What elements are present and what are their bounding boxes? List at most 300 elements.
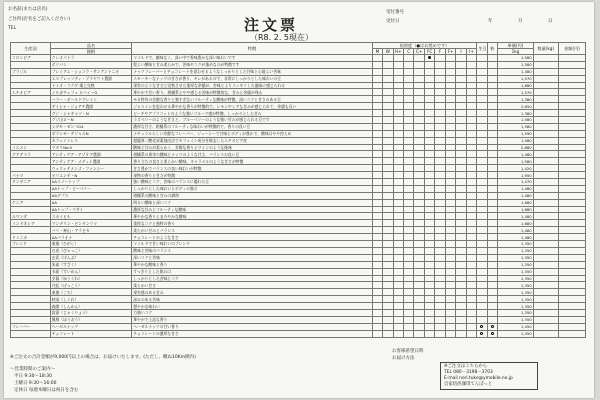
- amount-field[interactable]: [558, 220, 585, 227]
- beans-option-cell[interactable]: [477, 268, 487, 275]
- roast-mark-cell[interactable]: [456, 165, 466, 172]
- roast-mark-cell[interactable]: [466, 165, 477, 172]
- roast-mark-cell[interactable]: [414, 268, 424, 275]
- roast-mark-cell[interactable]: [424, 199, 434, 206]
- roast-mark-cell[interactable]: [393, 268, 403, 275]
- roast-mark-cell[interactable]: [404, 227, 414, 234]
- roast-mark-cell[interactable]: [466, 179, 477, 186]
- roast-mark-cell[interactable]: [456, 289, 466, 296]
- roast-mark-cell[interactable]: [383, 68, 393, 75]
- quantity-field[interactable]: [533, 296, 558, 303]
- roast-mark-cell[interactable]: [435, 220, 445, 227]
- roast-mark-cell[interactable]: [456, 261, 466, 268]
- roast-mark-cell[interactable]: [466, 68, 477, 75]
- roast-mark-cell[interactable]: [466, 151, 477, 158]
- roast-mark-cell[interactable]: [435, 158, 445, 165]
- roast-mark-cell[interactable]: [383, 185, 393, 192]
- quantity-field[interactable]: [533, 117, 558, 124]
- roast-mark-cell[interactable]: [404, 123, 414, 130]
- roast-mark-cell[interactable]: [445, 96, 455, 103]
- roast-mark-cell[interactable]: [445, 227, 455, 234]
- roast-mark-cell[interactable]: [414, 179, 424, 186]
- roast-mark-cell[interactable]: [404, 275, 414, 282]
- roast-mark-cell[interactable]: [445, 268, 455, 275]
- roast-mark-cell[interactable]: [372, 55, 382, 62]
- roast-mark-cell[interactable]: [456, 185, 466, 192]
- roast-mark-cell[interactable]: [404, 213, 414, 220]
- beans-option-cell[interactable]: [477, 206, 487, 213]
- roast-mark-cell[interactable]: [404, 192, 414, 199]
- roast-mark-cell[interactable]: [466, 123, 477, 130]
- roast-mark-cell[interactable]: [393, 68, 403, 75]
- roast-mark-cell[interactable]: [466, 117, 477, 124]
- ground-option-cell[interactable]: [487, 220, 497, 227]
- amount-field[interactable]: [558, 234, 585, 241]
- roast-mark-cell[interactable]: [445, 323, 455, 330]
- roast-mark-cell[interactable]: [393, 316, 403, 323]
- roast-mark-cell[interactable]: [404, 96, 414, 103]
- roast-mark-cell[interactable]: [445, 82, 455, 89]
- ground-option-cell[interactable]: [487, 117, 497, 124]
- roast-mark-cell[interactable]: [445, 61, 455, 68]
- roast-mark-cell[interactable]: [414, 241, 424, 248]
- roast-mark-cell[interactable]: [404, 185, 414, 192]
- roast-mark-cell[interactable]: [466, 55, 477, 62]
- amount-field[interactable]: [558, 137, 585, 144]
- beans-option-cell[interactable]: [477, 316, 487, 323]
- quantity-field[interactable]: [533, 206, 558, 213]
- roast-mark-cell[interactable]: [414, 227, 424, 234]
- roast-mark-cell[interactable]: [414, 199, 424, 206]
- roast-mark-cell[interactable]: [424, 330, 434, 337]
- roast-mark-cell[interactable]: [445, 303, 455, 310]
- roast-mark-cell[interactable]: [372, 309, 382, 316]
- roast-mark-cell[interactable]: [445, 68, 455, 75]
- roast-mark-cell[interactable]: [372, 130, 382, 137]
- roast-mark-cell[interactable]: [383, 130, 393, 137]
- quantity-field[interactable]: [533, 68, 558, 75]
- roast-mark-cell[interactable]: [372, 268, 382, 275]
- beans-option-cell[interactable]: [477, 89, 487, 96]
- roast-mark-cell[interactable]: [456, 309, 466, 316]
- roast-mark-cell[interactable]: [404, 289, 414, 296]
- beans-option-cell[interactable]: [477, 234, 487, 241]
- roast-mark-cell[interactable]: [383, 151, 393, 158]
- roast-mark-cell[interactable]: [456, 117, 466, 124]
- roast-mark-cell[interactable]: [466, 309, 477, 316]
- beans-option-cell[interactable]: [477, 213, 487, 220]
- roast-mark-cell[interactable]: [383, 61, 393, 68]
- roast-mark-cell[interactable]: [466, 234, 477, 241]
- roast-mark-cell[interactable]: [456, 303, 466, 310]
- quantity-field[interactable]: [533, 227, 558, 234]
- roast-mark-cell[interactable]: [414, 68, 424, 75]
- roast-mark-cell[interactable]: [445, 151, 455, 158]
- roast-mark-cell[interactable]: [466, 137, 477, 144]
- roast-mark-cell[interactable]: [372, 89, 382, 96]
- roast-mark-cell[interactable]: [414, 117, 424, 124]
- roast-mark-cell[interactable]: [393, 82, 403, 89]
- roast-mark-cell[interactable]: [456, 82, 466, 89]
- ground-option-cell[interactable]: [487, 151, 497, 158]
- amount-field[interactable]: [558, 165, 585, 172]
- roast-mark-cell[interactable]: [435, 199, 445, 206]
- roast-mark-cell[interactable]: [466, 323, 477, 330]
- beans-option-cell[interactable]: [477, 172, 487, 179]
- amount-field[interactable]: [558, 323, 585, 330]
- roast-mark-cell[interactable]: [435, 316, 445, 323]
- roast-mark-cell[interactable]: [466, 172, 477, 179]
- quantity-field[interactable]: [533, 282, 558, 289]
- beans-option-cell[interactable]: [477, 185, 487, 192]
- beans-option-cell[interactable]: [477, 55, 487, 62]
- roast-mark-cell[interactable]: [456, 137, 466, 144]
- ground-option-cell[interactable]: [487, 185, 497, 192]
- quantity-field[interactable]: [533, 110, 558, 117]
- roast-mark-cell[interactable]: [445, 185, 455, 192]
- roast-mark-cell[interactable]: [393, 296, 403, 303]
- roast-mark-cell[interactable]: [383, 234, 393, 241]
- quantity-field[interactable]: [533, 185, 558, 192]
- amount-field[interactable]: [558, 96, 585, 103]
- roast-mark-cell[interactable]: [424, 75, 434, 82]
- roast-mark-cell[interactable]: [424, 137, 434, 144]
- roast-mark-cell[interactable]: [414, 96, 424, 103]
- quantity-field[interactable]: [533, 123, 558, 130]
- roast-mark-cell[interactable]: [424, 241, 434, 248]
- roast-mark-cell[interactable]: [372, 323, 382, 330]
- ground-option-cell[interactable]: [487, 309, 497, 316]
- roast-mark-cell[interactable]: [424, 151, 434, 158]
- roast-mark-cell[interactable]: [424, 254, 434, 261]
- roast-mark-cell[interactable]: [435, 89, 445, 96]
- quantity-field[interactable]: [533, 234, 558, 241]
- roast-mark-cell[interactable]: [435, 110, 445, 117]
- roast-mark-cell[interactable]: [372, 275, 382, 282]
- roast-mark-cell[interactable]: [404, 296, 414, 303]
- roast-mark-cell[interactable]: [372, 227, 382, 234]
- roast-mark-cell[interactable]: [445, 144, 455, 151]
- roast-mark-cell[interactable]: [393, 213, 403, 220]
- roast-mark-cell[interactable]: [466, 96, 477, 103]
- quantity-field[interactable]: [533, 192, 558, 199]
- roast-mark-cell[interactable]: [435, 144, 445, 151]
- roast-mark-cell[interactable]: [435, 96, 445, 103]
- ground-option-cell[interactable]: [487, 179, 497, 186]
- roast-mark-cell[interactable]: [404, 234, 414, 241]
- roast-mark-cell[interactable]: [435, 185, 445, 192]
- roast-mark-cell[interactable]: [445, 55, 455, 62]
- roast-mark-cell[interactable]: [435, 330, 445, 337]
- roast-mark-cell[interactable]: [414, 309, 424, 316]
- roast-mark-cell[interactable]: [466, 103, 477, 110]
- amount-field[interactable]: [558, 75, 585, 82]
- roast-mark-cell[interactable]: [456, 206, 466, 213]
- roast-mark-cell[interactable]: [466, 275, 477, 282]
- roast-mark-cell[interactable]: [466, 199, 477, 206]
- roast-mark-cell[interactable]: [466, 289, 477, 296]
- roast-mark-cell[interactable]: [404, 303, 414, 310]
- roast-mark-cell[interactable]: [414, 275, 424, 282]
- roast-mark-cell[interactable]: [424, 206, 434, 213]
- roast-mark-cell[interactable]: [445, 165, 455, 172]
- roast-mark-cell[interactable]: [414, 296, 424, 303]
- quantity-field[interactable]: [533, 323, 558, 330]
- quantity-field[interactable]: [533, 247, 558, 254]
- roast-mark-cell[interactable]: [383, 323, 393, 330]
- roast-mark-cell[interactable]: [435, 61, 445, 68]
- amount-field[interactable]: [558, 117, 585, 124]
- amount-field[interactable]: [558, 144, 585, 151]
- roast-mark-cell[interactable]: [393, 110, 403, 117]
- quantity-field[interactable]: [533, 89, 558, 96]
- roast-mark-cell[interactable]: [456, 199, 466, 206]
- roast-mark-cell[interactable]: [456, 282, 466, 289]
- quantity-field[interactable]: [533, 213, 558, 220]
- roast-mark-cell[interactable]: [383, 220, 393, 227]
- roast-mark-cell[interactable]: [372, 61, 382, 68]
- roast-mark-cell[interactable]: [372, 289, 382, 296]
- amount-field[interactable]: [558, 55, 585, 62]
- roast-mark-cell[interactable]: [393, 55, 403, 62]
- roast-mark-cell[interactable]: [372, 220, 382, 227]
- roast-mark-cell[interactable]: [414, 75, 424, 82]
- roast-mark-cell[interactable]: [435, 227, 445, 234]
- roast-mark-cell[interactable]: [393, 117, 403, 124]
- roast-mark-cell[interactable]: [393, 103, 403, 110]
- amount-field[interactable]: [558, 254, 585, 261]
- roast-mark-cell[interactable]: [445, 130, 455, 137]
- roast-mark-cell[interactable]: [383, 206, 393, 213]
- roast-mark-cell[interactable]: [372, 179, 382, 186]
- ground-option-cell[interactable]: [487, 234, 497, 241]
- roast-mark-cell[interactable]: [372, 185, 382, 192]
- beans-option-cell[interactable]: [477, 110, 487, 117]
- roast-mark-cell[interactable]: [445, 275, 455, 282]
- ground-option-cell[interactable]: [487, 55, 497, 62]
- roast-mark-cell[interactable]: [435, 282, 445, 289]
- roast-mark-cell[interactable]: [466, 185, 477, 192]
- ground-option-cell[interactable]: [487, 254, 497, 261]
- ground-option-cell[interactable]: [487, 61, 497, 68]
- quantity-field[interactable]: [533, 151, 558, 158]
- roast-mark-cell[interactable]: [393, 234, 403, 241]
- roast-mark-cell[interactable]: [445, 289, 455, 296]
- roast-mark-cell[interactable]: [456, 103, 466, 110]
- roast-mark-cell[interactable]: [414, 316, 424, 323]
- roast-mark-cell[interactable]: [404, 165, 414, 172]
- roast-mark-cell[interactable]: [445, 75, 455, 82]
- roast-mark-cell[interactable]: [435, 309, 445, 316]
- roast-mark-cell[interactable]: [393, 227, 403, 234]
- roast-mark-cell[interactable]: [435, 68, 445, 75]
- roast-mark-cell[interactable]: [383, 241, 393, 248]
- roast-mark-cell[interactable]: [435, 179, 445, 186]
- amount-field[interactable]: [558, 330, 585, 337]
- quantity-field[interactable]: [533, 96, 558, 103]
- roast-mark-cell[interactable]: [424, 89, 434, 96]
- beans-option-cell[interactable]: [477, 220, 487, 227]
- roast-mark-cell[interactable]: [393, 303, 403, 310]
- amount-field[interactable]: [558, 268, 585, 275]
- roast-mark-cell[interactable]: [456, 96, 466, 103]
- roast-mark-cell[interactable]: [404, 158, 414, 165]
- roast-mark-cell[interactable]: [372, 96, 382, 103]
- quantity-field[interactable]: [533, 55, 558, 62]
- roast-mark-cell[interactable]: [456, 220, 466, 227]
- roast-mark-cell[interactable]: [383, 82, 393, 89]
- roast-mark-cell[interactable]: [456, 316, 466, 323]
- roast-mark-cell[interactable]: [456, 275, 466, 282]
- roast-mark-cell[interactable]: [466, 220, 477, 227]
- roast-mark-cell[interactable]: [393, 192, 403, 199]
- roast-mark-cell[interactable]: [424, 55, 434, 62]
- roast-mark-cell[interactable]: [445, 234, 455, 241]
- roast-mark-cell[interactable]: [393, 254, 403, 261]
- roast-mark-cell[interactable]: [404, 117, 414, 124]
- roast-mark-cell[interactable]: [372, 316, 382, 323]
- quantity-field[interactable]: [533, 220, 558, 227]
- roast-mark-cell[interactable]: [424, 179, 434, 186]
- roast-mark-cell[interactable]: [414, 151, 424, 158]
- roast-mark-cell[interactable]: [424, 275, 434, 282]
- roast-mark-cell[interactable]: [466, 192, 477, 199]
- beans-option-cell[interactable]: [477, 309, 487, 316]
- amount-field[interactable]: [558, 309, 585, 316]
- roast-mark-cell[interactable]: [445, 254, 455, 261]
- roast-mark-cell[interactable]: [404, 323, 414, 330]
- ground-option-cell[interactable]: [487, 268, 497, 275]
- roast-mark-cell[interactable]: [393, 282, 403, 289]
- amount-field[interactable]: [558, 213, 585, 220]
- beans-option-cell[interactable]: [477, 96, 487, 103]
- roast-mark-cell[interactable]: [404, 316, 414, 323]
- roast-mark-cell[interactable]: [424, 103, 434, 110]
- beans-option-cell[interactable]: [477, 247, 487, 254]
- roast-mark-cell[interactable]: [383, 296, 393, 303]
- amount-field[interactable]: [558, 185, 585, 192]
- roast-mark-cell[interactable]: [383, 172, 393, 179]
- ground-option-cell[interactable]: [487, 172, 497, 179]
- roast-mark-cell[interactable]: [404, 179, 414, 186]
- roast-mark-cell[interactable]: [435, 151, 445, 158]
- beans-option-cell[interactable]: [477, 130, 487, 137]
- roast-mark-cell[interactable]: [372, 192, 382, 199]
- roast-mark-cell[interactable]: [383, 254, 393, 261]
- roast-mark-cell[interactable]: [383, 213, 393, 220]
- roast-mark-cell[interactable]: [404, 144, 414, 151]
- roast-mark-cell[interactable]: [393, 179, 403, 186]
- roast-mark-cell[interactable]: [445, 296, 455, 303]
- roast-mark-cell[interactable]: [435, 241, 445, 248]
- roast-mark-cell[interactable]: [404, 68, 414, 75]
- roast-mark-cell[interactable]: [414, 213, 424, 220]
- roast-mark-cell[interactable]: [466, 82, 477, 89]
- roast-mark-cell[interactable]: [445, 192, 455, 199]
- roast-mark-cell[interactable]: [456, 55, 466, 62]
- amount-field[interactable]: [558, 289, 585, 296]
- roast-mark-cell[interactable]: [445, 89, 455, 96]
- roast-mark-cell[interactable]: [456, 61, 466, 68]
- roast-mark-cell[interactable]: [435, 75, 445, 82]
- quantity-field[interactable]: [533, 179, 558, 186]
- roast-mark-cell[interactable]: [466, 227, 477, 234]
- roast-mark-cell[interactable]: [404, 330, 414, 337]
- roast-mark-cell[interactable]: [393, 144, 403, 151]
- roast-mark-cell[interactable]: [424, 123, 434, 130]
- roast-mark-cell[interactable]: [424, 165, 434, 172]
- quantity-field[interactable]: [533, 330, 558, 337]
- roast-mark-cell[interactable]: [393, 137, 403, 144]
- beans-option-cell[interactable]: [477, 303, 487, 310]
- beans-option-cell[interactable]: [477, 144, 487, 151]
- roast-mark-cell[interactable]: [372, 165, 382, 172]
- roast-mark-cell[interactable]: [383, 158, 393, 165]
- roast-mark-cell[interactable]: [424, 289, 434, 296]
- roast-mark-cell[interactable]: [466, 261, 477, 268]
- roast-mark-cell[interactable]: [435, 165, 445, 172]
- roast-mark-cell[interactable]: [466, 89, 477, 96]
- ground-option-cell[interactable]: [487, 68, 497, 75]
- roast-mark-cell[interactable]: [466, 282, 477, 289]
- roast-mark-cell[interactable]: [424, 296, 434, 303]
- roast-mark-cell[interactable]: [393, 61, 403, 68]
- roast-mark-cell[interactable]: [414, 206, 424, 213]
- roast-mark-cell[interactable]: [404, 254, 414, 261]
- roast-mark-cell[interactable]: [424, 316, 434, 323]
- amount-field[interactable]: [558, 247, 585, 254]
- roast-mark-cell[interactable]: [414, 254, 424, 261]
- roast-mark-cell[interactable]: [435, 234, 445, 241]
- amount-field[interactable]: [558, 89, 585, 96]
- roast-mark-cell[interactable]: [383, 55, 393, 62]
- beans-option-cell[interactable]: [477, 165, 487, 172]
- roast-mark-cell[interactable]: [456, 75, 466, 82]
- roast-mark-cell[interactable]: [466, 75, 477, 82]
- roast-mark-cell[interactable]: [372, 254, 382, 261]
- roast-mark-cell[interactable]: [466, 213, 477, 220]
- amount-field[interactable]: [558, 82, 585, 89]
- roast-mark-cell[interactable]: [404, 282, 414, 289]
- roast-mark-cell[interactable]: [383, 268, 393, 275]
- amount-field[interactable]: [558, 110, 585, 117]
- roast-mark-cell[interactable]: [404, 309, 414, 316]
- roast-mark-cell[interactable]: [404, 220, 414, 227]
- quantity-field[interactable]: [533, 103, 558, 110]
- quantity-field[interactable]: [533, 75, 558, 82]
- roast-mark-cell[interactable]: [393, 165, 403, 172]
- amount-field[interactable]: [558, 130, 585, 137]
- beans-option-cell[interactable]: [477, 296, 487, 303]
- ground-option-cell[interactable]: [487, 206, 497, 213]
- roast-mark-cell[interactable]: [414, 158, 424, 165]
- quantity-field[interactable]: [533, 309, 558, 316]
- beans-option-cell[interactable]: [477, 199, 487, 206]
- roast-mark-cell[interactable]: [424, 220, 434, 227]
- ground-option-cell[interactable]: [487, 110, 497, 117]
- ground-option-cell[interactable]: [487, 261, 497, 268]
- roast-mark-cell[interactable]: [414, 110, 424, 117]
- beans-option-cell[interactable]: [477, 330, 487, 337]
- roast-mark-cell[interactable]: [424, 192, 434, 199]
- roast-mark-cell[interactable]: [393, 75, 403, 82]
- roast-mark-cell[interactable]: [456, 234, 466, 241]
- roast-mark-cell[interactable]: [424, 247, 434, 254]
- beans-option-cell[interactable]: [477, 254, 487, 261]
- roast-mark-cell[interactable]: [414, 323, 424, 330]
- amount-field[interactable]: [558, 61, 585, 68]
- roast-mark-cell[interactable]: [393, 206, 403, 213]
